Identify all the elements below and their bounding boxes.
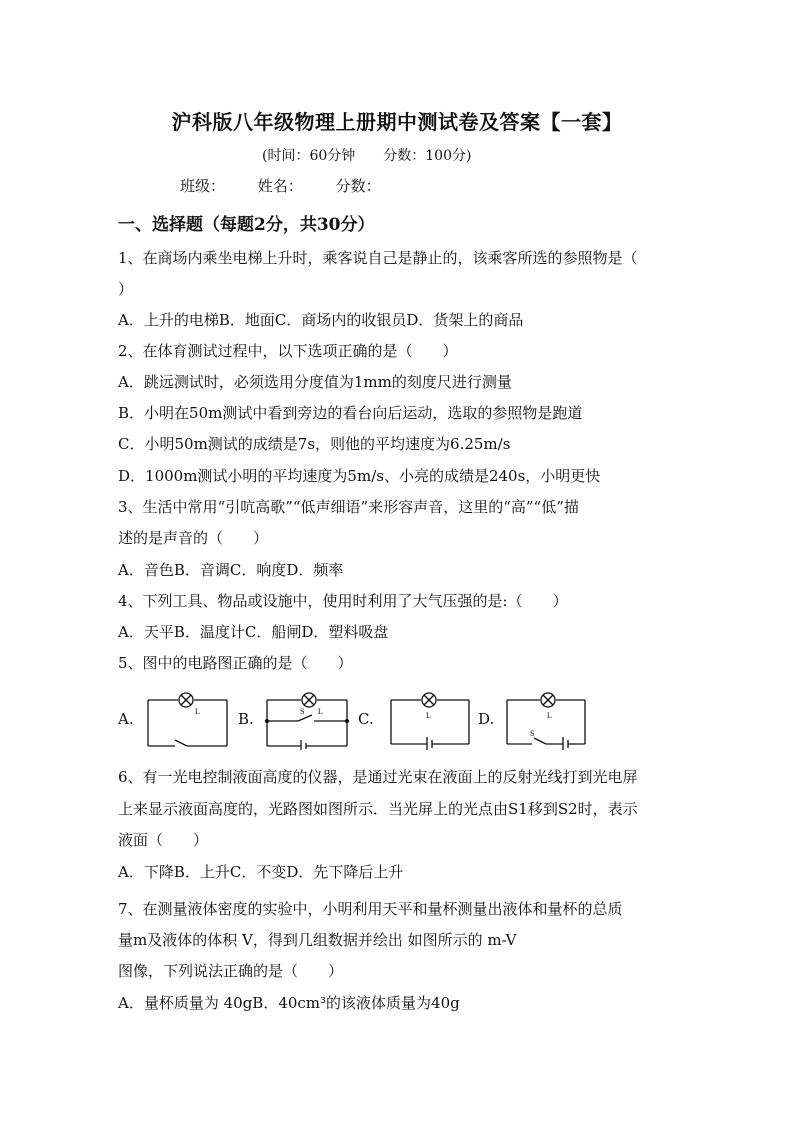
circuit-d-label: D.: [478, 710, 495, 728]
circuit-a-diagram: [145, 688, 230, 750]
question-6-line-3: 液面（ ）: [118, 831, 209, 849]
lamp-label: L: [547, 711, 552, 720]
question-2-option-b: B．小明在50m测试中看到旁边的看台向后运动，选取的参照物是跑道: [118, 404, 583, 422]
switch-label: S: [530, 729, 535, 738]
question-3-line-2: 述的是声音的（ ）: [118, 529, 269, 547]
question-1-line-2: ）: [118, 280, 134, 298]
question-6-options: A．下降B．上升C．不变D．先下降后上升: [118, 863, 404, 881]
score-label: 分数：: [335, 177, 381, 195]
question-4-stem: 4、下列工具、物品或设施中，使用时利用了大气压强的是:（ ）: [118, 592, 568, 610]
question-1-line-1: 1、在商场内乘坐电梯上升时，乘客说自己是静止的，该乘客所选的参照物是（: [118, 249, 638, 267]
question-2-option-c: C．小明50m测试的成绩是7s，则他的平均速度为6.25m/s: [118, 435, 511, 453]
question-3-line-1: 3、生活中常用“引吭高歌”“低声细语”来形容声音，这里的“高”“低”描: [118, 498, 579, 516]
question-2-stem: 2、在体育测试过程中，以下选项正确的是（ ）: [118, 342, 458, 360]
lamp-label: L: [318, 707, 323, 716]
circuit-a-label: A.: [118, 710, 134, 728]
question-7-line-1: 7、在测量液体密度的实验中，小明利用天平和量杯测量出液体和量杯的总质: [118, 900, 623, 918]
lamp-label: L: [426, 711, 431, 720]
question-7-options: A．量杯质量为 40gB．40cm³的该液体质量为40g: [118, 994, 460, 1012]
page-title: 沪科版八年级物理上册期中测试卷及答案【一套】: [171, 110, 623, 134]
question-1-options: A．上升的电梯B．地面C．商场内的收银员D．货架上的商品: [118, 311, 524, 329]
switch-label: S: [300, 707, 305, 716]
question-6-line-1: 6、有一光电控制液面高度的仪器，是通过光束在液面上的反射光线打到光电屏: [118, 768, 638, 786]
section-heading: 一、选择题（每题2分，共30分）: [118, 215, 375, 235]
exam-subtitle: (时间：60分钟 分数：100分): [262, 148, 472, 164]
question-2-option-d: D．1000m测试小明的平均速度为5m/s、小亮的成绩是240s，小明更快: [118, 467, 601, 485]
question-6-line-2: 上来显示液面高度的，光路图如图所示．当光屏上的光点由S1移到S2时，表示: [118, 800, 638, 818]
circuit-b-diagram: [264, 688, 350, 750]
question-4-options: A．天平B．温度计C．船闸D．塑料吸盘: [118, 623, 389, 641]
question-7-line-3: 图像，下列说法正确的是（ ）: [118, 962, 344, 980]
question-7-line-2: 量m及液体的体积 V，得到几组数据并绘出 如图所示的 m-V: [118, 931, 517, 949]
question-3-options: A．音色B．音调C．响度D．频率: [118, 561, 344, 579]
question-2-option-a: A．跳远测试时，必须选用分度值为1mm的刻度尺进行测量: [118, 373, 512, 391]
circuit-c-diagram: [388, 688, 472, 750]
student-info-row: [180, 175, 409, 196]
question-5-stem: 5、图中的电路图正确的是（ ）: [118, 654, 353, 672]
class-label: 班级：: [180, 177, 226, 195]
lamp-label: L: [195, 707, 200, 716]
circuit-d-diagram: [504, 688, 588, 750]
circuit-c-label: C.: [358, 710, 374, 728]
circuit-b-label: B.: [238, 710, 254, 728]
name-label: 姓名：: [257, 177, 303, 195]
